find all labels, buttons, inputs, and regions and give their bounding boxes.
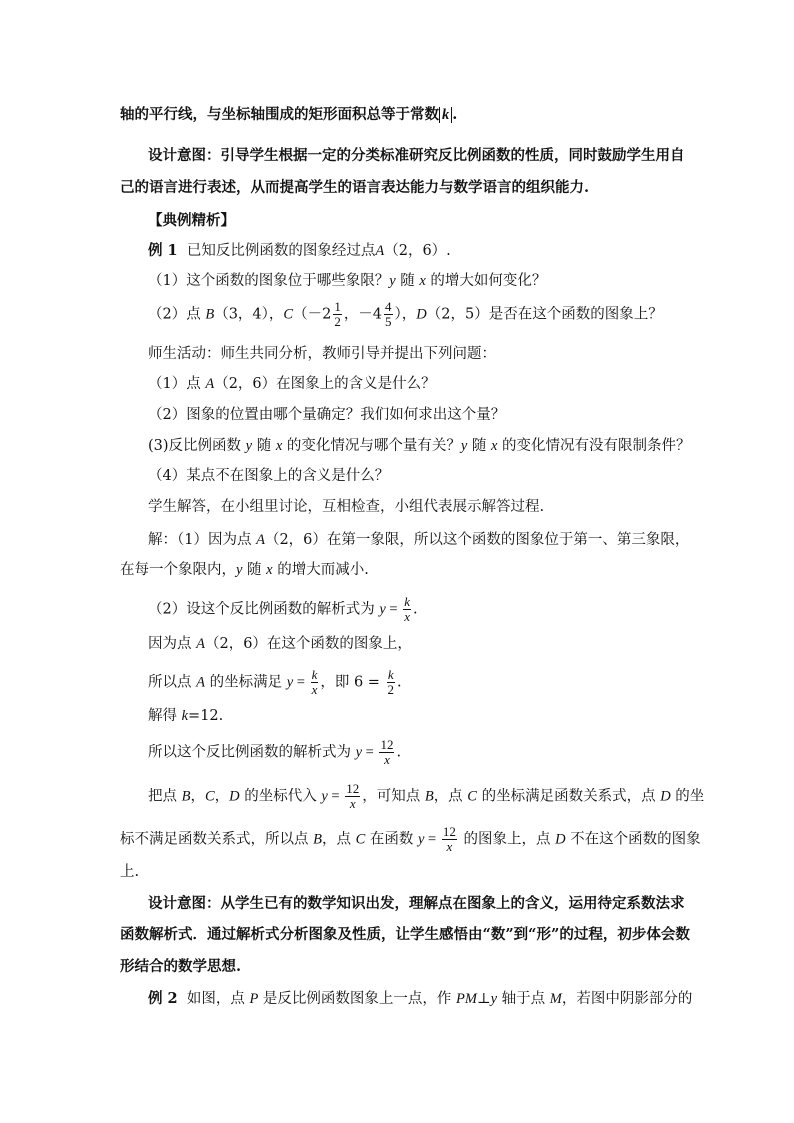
question-1: （1）这个函数的图象位于哪些象限？y 随 x 的增大如何变化？: [148, 273, 547, 289]
question-2: （2）点 B（3，4），C（－2 $\frac{1}{2}$ ，－4 $\frac{4}{5}$ ），D（2，5）是否在这个函数的图象上？: [148, 299, 663, 329]
solution-9: 上.: [120, 864, 140, 880]
example-2-statement: 例 2 如图，点 P 是反比例函数图象上一点，作 PM⊥y 轴于点 M，若图中阴影部分的: [148, 990, 693, 1007]
solution-1: 解：（1）因为点 A（2，6）在第一象限，所以这个函数的图象位于第一、第三象限，: [148, 532, 690, 548]
prompt-4: （4）某点不在图象上的含义是什么？: [148, 468, 390, 484]
teacher-activity: 师生活动：师生共同分析，教师引导并提出下列问题：: [148, 346, 496, 362]
design-intent-1-line-2: 己的语言进行表述，从而提高学生的语言表达能力与数学语言的组织能力.: [120, 179, 590, 196]
design-intent-1-line-1: 设计意图：引导学生根据一定的分类标准研究反比例函数的性质，同时鼓励学生用自: [148, 147, 685, 164]
solution-7: 把点 B，C，D 的坐标代入 y = $\frac{12}{x}$ ，可知点 B，点 C 的坐标满足函数关系式，点 D 的坐: [148, 781, 705, 811]
continued-text: 轴的平行线，与坐标轴围成的矩形面积总等于常数 k .: [120, 106, 458, 123]
fraction-12-over-x: $\frac{12}{x}$: [346, 781, 360, 811]
solution-8: 标不满足函数关系式，所以点 B，点 C 在函数 y = $\frac{12}{x}$ 的图象上，点 D 不在这个函数的图象: [120, 824, 701, 854]
solution-3: 因为点 A（2，6）在这个函数的图象上，: [148, 636, 412, 652]
fraction-12-over-x: $\frac{12}{x}$: [380, 737, 394, 767]
design-intent-2-line-3: 形结合的数学思想.: [120, 958, 242, 975]
fraction-1-2: $\frac{1}{2}$: [334, 299, 341, 329]
example-1-statement: 例 1 已知反比例函数的图象经过点A（2，6）.: [148, 242, 451, 259]
section-title: 【典例精析】: [148, 212, 235, 229]
students-answer: 学生解答，在小组里讨论，互相检查，小组代表展示解答过程.: [148, 499, 545, 515]
solution-4: 所以点 A 的坐标满足 y = $\frac{k}{x}$ ，即 6 = $\frac{k}{2}$ .: [148, 667, 402, 697]
prompt-2: （2）图象的位置由哪个量确定？我们如何求出这个量？: [148, 407, 506, 423]
fraction-12-over-x: $\frac{12}{x}$: [442, 824, 456, 854]
fraction-4-5: $\frac{4}{5}$: [385, 299, 392, 329]
example-1-label: 例 1: [148, 242, 178, 259]
prompt-1: （1）点 A（2，6）在图象上的含义是什么？: [148, 376, 436, 392]
fraction-k-over-2: $\frac{k}{2}$: [387, 667, 395, 697]
example-2-label: 例 2: [148, 990, 178, 1007]
design-intent-2-line-2: 函数解析式．通过解析式分析图象及性质，让学生感悟由“数”到“形”的过程，初步体会数: [120, 926, 690, 943]
prompt-3: (3)反比例函数 y 随 x 的变化情况与哪个量有关？y 随 x 的变化情况有没有限制条件？: [148, 438, 691, 454]
solution-6: 所以这个反比例函数的解析式为 y = $\frac{12}{x}$ .: [148, 737, 402, 767]
solution-2: （2）设这个反比例函数的解析式为 y = $\frac{k}{x}$ .: [148, 594, 418, 624]
fraction-k-over-x: $\frac{k}{x}$: [311, 667, 318, 697]
abs-k: k: [439, 107, 452, 123]
design-intent-2-line-1: 设计意图：从学生已有的数学知识出发，理解点在图象上的含义，运用待定系数法求: [148, 895, 685, 912]
solution-1-cont: 在每一个象限内，y 随 x 的增大而减小.: [120, 562, 369, 578]
solution-5: 解得 k=12.: [148, 708, 224, 724]
fraction-k-over-x: $\frac{k}{x}$: [404, 594, 410, 624]
